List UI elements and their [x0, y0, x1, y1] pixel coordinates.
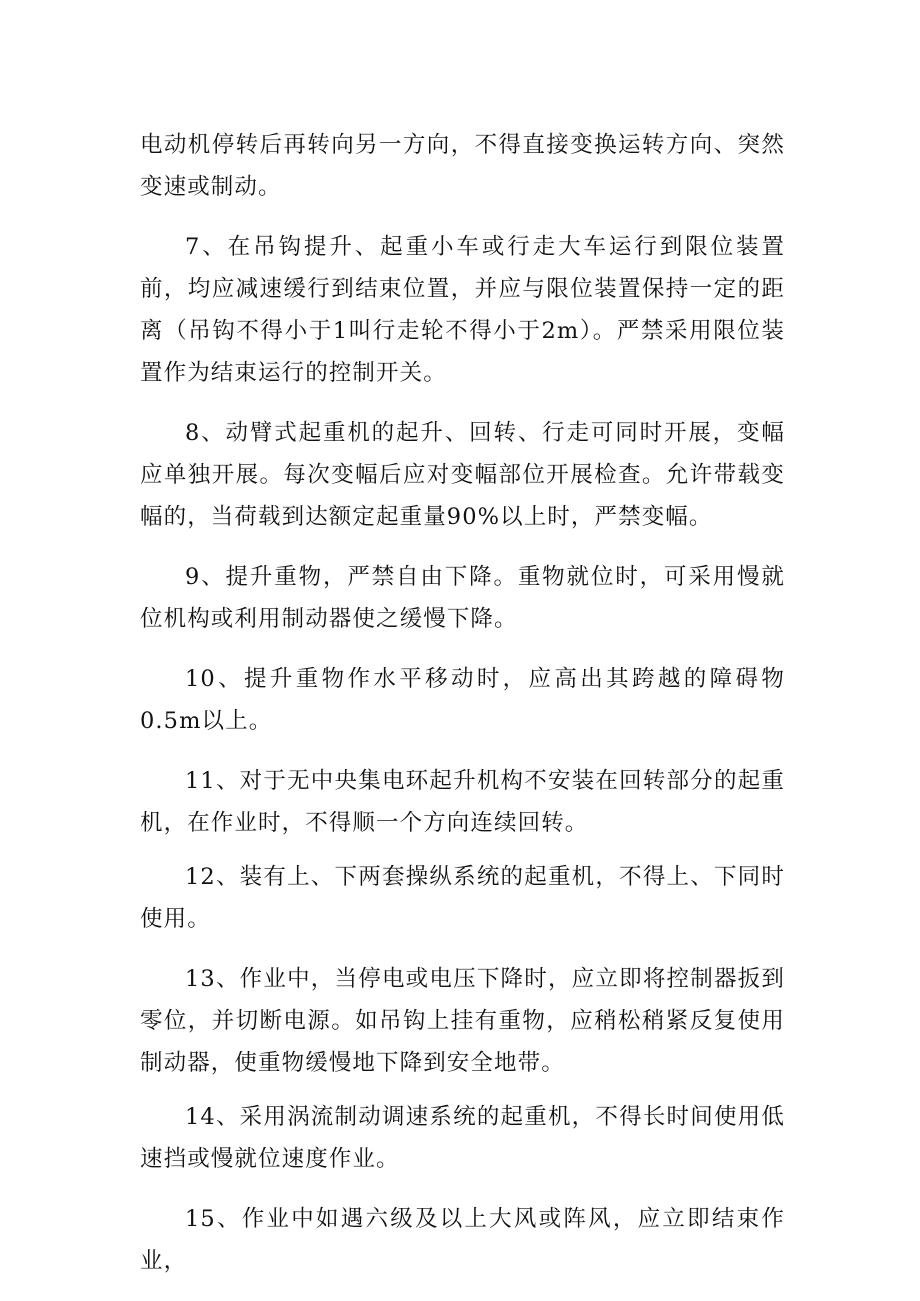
paragraph-item-13: 13、作业中，当停电或电压下降时，应立即将控制器扳到零位，并切断电源。如吊钩上挂有重物，应稍松稍紧反复使用制动器，使重物缓慢地下降到安全地带。: [140, 966, 785, 1076]
paragraph-item-7: 7、在吊钩提升、起重小车或行走大车运行到限位装置前，均应减速缓行到结束位置，并应与限位装置保持一定的距离（吊钩不得小于1叫行走轮不得小于2m）。严禁采用限位装置作为结束运行的控制开关。: [140, 234, 785, 386]
paragraph-item-10: 10、提升重物作水平移动时，应高出其跨越的障碍物0.5m以上。: [140, 666, 785, 734]
paragraph-item-15: 15、作业中如遇六级及以上大风或阵风，应立即结束作业，: [140, 1206, 785, 1274]
paragraph-item-8: 8、动臂式起重机的起升、回转、行走可同时开展，变幅应单独开展。每次变幅后应对变幅部位开展检查。允许带载变幅的，当荷载到达额定起重量90%以上时，严禁变幅。: [140, 420, 785, 530]
paragraph-item-14: 14、采用涡流制动调速系统的起重机，不得长时间使用低速挡或慢就位速度作业。: [140, 1104, 785, 1172]
document-page: [140, 124, 785, 1300]
paragraph-continuation: 电动机停转后再转向另一方向，不得直接变换运转方向、突然变速或制动。: [140, 132, 785, 200]
paragraph-item-12: 12、装有上、下两套操纵系统的起重机，不得上、下同时使用。: [140, 864, 785, 932]
paragraph-item-11: 11、对于无中央集电环起升机构不安装在回转部分的起重机，在作业时，不得顺一个方向连续回转。: [140, 768, 785, 836]
paragraph-item-9: 9、提升重物，严禁自由下降。重物就位时，可采用慢就位机构或利用制动器使之缓慢下降。: [140, 564, 785, 632]
